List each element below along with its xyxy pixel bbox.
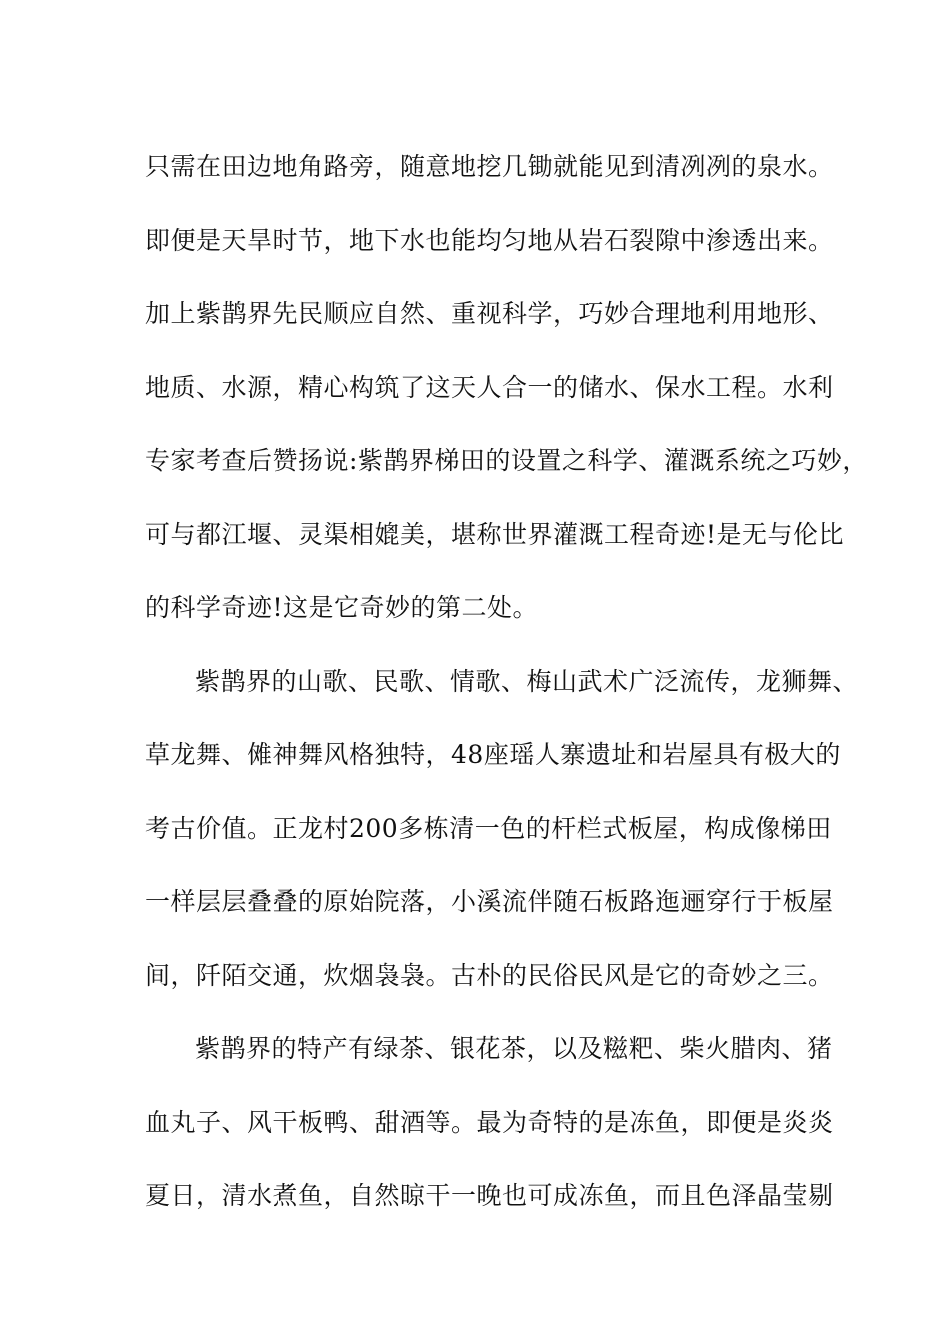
- text-line: 血丸子、风干板鸭、甜酒等。最为奇特的是冻鱼，即便是炎炎: [145, 1107, 834, 1137]
- text-line: 间，阡陌交通，炊烟袅袅。古朴的民俗民风是它的奇妙之三。: [145, 960, 834, 990]
- text-line: 加上紫鹊界先民顺应自然、重视科学，巧妙合理地利用地形、: [145, 299, 834, 328]
- body-text: [145, 130, 868, 1233]
- text-line: 夏日，清水煮鱼，自然晾干一晚也可成冻鱼，而且色泽晶莹剔: [145, 1181, 834, 1210]
- text-line: 草龙舞、傩神舞风格独特，48座瑶人寨遗址和岩屋具有极大的: [145, 740, 841, 769]
- text-line: 只需在田边地角路旁，随意地挖几锄就能见到清冽冽的泉水。: [145, 152, 834, 181]
- text-line: 即便是天旱时节，地下水也能均匀地从岩石裂隙中渗透出来。: [145, 225, 834, 255]
- text-line: 的科学奇迹!这是它奇妙的第二处。: [145, 593, 539, 622]
- text-line: 考古价值。正龙村200多栋清一色的杆栏式板屋，构成像梯田: [145, 813, 832, 843]
- text-line: 地质、水源，精心构筑了这天人合一的储水、保水工程。水利: [145, 372, 834, 402]
- paragraph-start-line: 紫鹊界的山歌、民歌、情歌、梅山武术广泛流传，龙狮舞、: [195, 666, 859, 696]
- text-line: 一样层层叠叠的原始院落，小溪流伴随石板路迤逦穿行于板屋: [145, 887, 834, 916]
- text-line: 专家考查后赞扬说:紫鹊界梯田的设置之科学、灌溉系统之巧妙，: [145, 446, 868, 475]
- text-line: 可与都江堰、灵渠相媲美，堪称世界灌溉工程奇迹!是无与伦比: [145, 519, 845, 549]
- paragraph-start-line: 紫鹊界的特产有绿茶、银花茶，以及糍粑、柴火腊肉、猪: [195, 1034, 833, 1063]
